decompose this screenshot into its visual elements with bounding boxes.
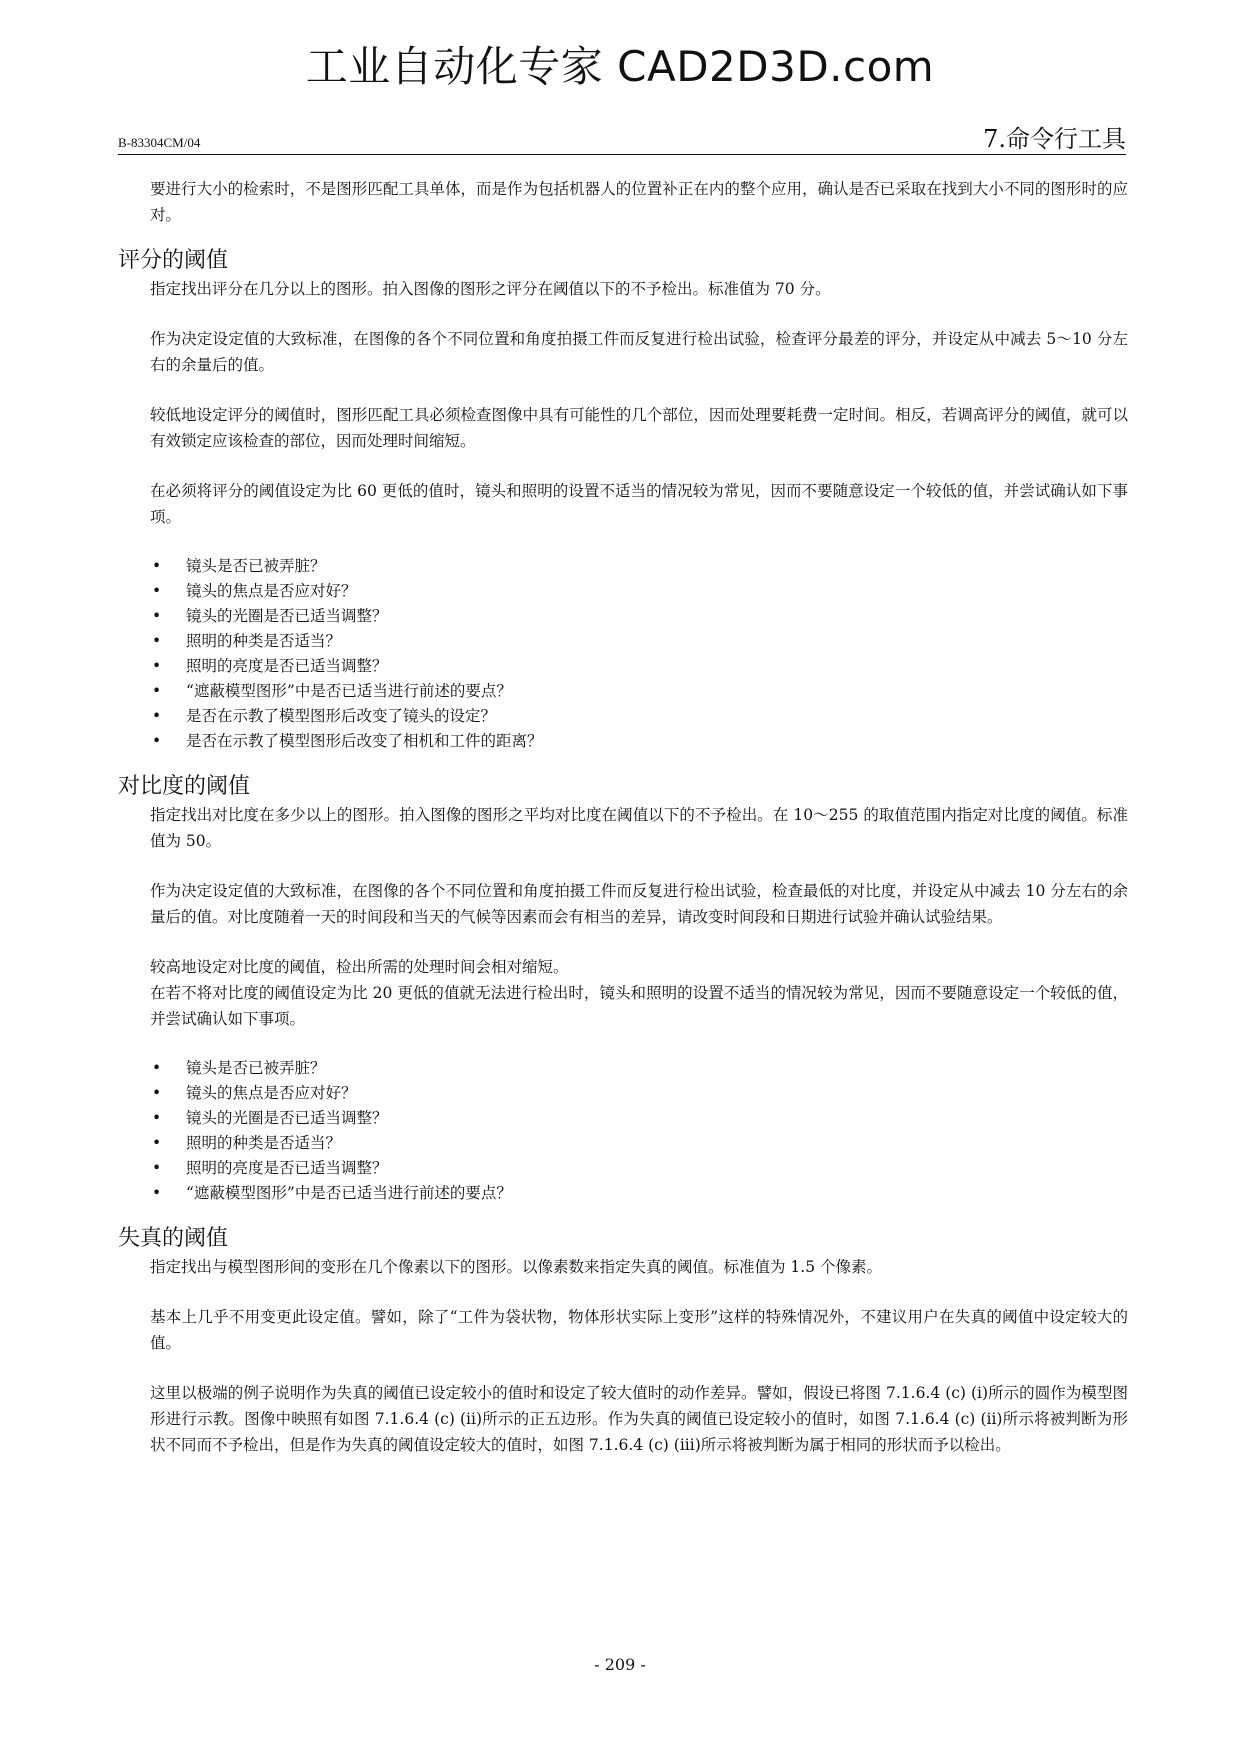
list-item (150, 604, 1128, 629)
list-item (150, 579, 1128, 604)
list-item-text: 镜头的光圈是否已适当调整？ (186, 607, 388, 625)
bullet-icon: • (152, 732, 162, 750)
list-item (150, 654, 1128, 679)
distortion-paragraph-1: 指定找出与模型图形间的变形在几个像素以下的图形。以像素数来指定失真的阈值。标准值为 1.5 个像素。 (150, 1258, 883, 1276)
list-item-text: 照明的亮度是否已适当调整？ (186, 1159, 388, 1177)
bullet-icon: • (152, 707, 162, 725)
section-title-distortion: 失真的阈值 (118, 1226, 229, 1251)
bullet-icon: • (152, 1184, 162, 1202)
distortion-paragraph-3: 这里以极端的例子说明作为失真的阈值已设定较小的值时和设定了较大值时的动作差异。譬如，假设已将图 7.1.6.4 (c) (i)所示的圆作为模型图形进行示教。图像中映照有如图 7.1.6.4 (c) (ii)所示的正五边形。作为失真的阈值已设定较小的值时，如图 7.1.6.4 (c) (ii)所示将被判断为形状不同而不予检出，但是作为失真的阈值设定较大的值时，如图 7.1.6.4 (c) (iii)所示将被判断为属于相同的形状而予以检出。 (150, 1384, 1128, 1454)
list-item-text: 照明的亮度是否已适当调整？ (186, 657, 388, 675)
bullet-icon: • (152, 607, 162, 625)
list-item-text: 照明的种类是否适当？ (186, 632, 342, 650)
list-item-text: 照明的种类是否适当？ (186, 1134, 342, 1152)
list-item (150, 1131, 1128, 1156)
page-number: - 209 - (594, 1655, 646, 1674)
contrast-paragraph-2: 作为决定设定值的大致标准，在图像的各个不同位置和角度拍摄工件而反复进行检出试验，检查最低的对比度，并设定从中减去 10 分左右的余量后的值。对比度随着一天的时间段和当天的气候等因素而会有相当的差异，请改变时间段和日期进行试验并确认试验结果。 (150, 882, 1128, 926)
list-item (150, 1156, 1128, 1181)
list-item (150, 1056, 1128, 1081)
bullet-icon: • (152, 657, 162, 675)
bullet-icon: • (152, 632, 162, 650)
distortion-paragraph-2: 基本上几乎不用变更此设定值。譬如，除了“工件为袋状物，物体形状实际上变形”这样的特殊情况外，不建议用户在失真的阈值中设定较大的值。 (150, 1308, 1128, 1352)
bullet-icon: • (152, 1109, 162, 1127)
list-item-text: 镜头的光圈是否已适当调整？ (186, 1109, 388, 1127)
document-code: B-83304CM/04 (118, 135, 201, 150)
bullet-icon: • (152, 1084, 162, 1102)
list-item-text: “遮蔽模型图形”中是否已适当进行前述的要点？ (186, 1184, 512, 1202)
bullet-icon: • (152, 1159, 162, 1177)
list-item-text: 镜头的焦点是否应对好？ (186, 582, 357, 600)
score-paragraph-3: 较低地设定评分的阈值时，图形匹配工具必须检查图像中具有可能性的几个部位，因而处理要耗费一定时间。相反，若调高评分的阈值，就可以有效锁定应该检查的部位，因而处理时间缩短。 (150, 406, 1128, 450)
list-item-text: 镜头是否已被弄脏？ (186, 1059, 326, 1077)
list-item (150, 1181, 1128, 1206)
score-paragraph-1: 指定找出评分在几分以上的图形。拍入图像的图形之评分在阈值以下的不予检出。标准值为 70 分。 (150, 280, 831, 298)
list-item-text: “遮蔽模型图形”中是否已适当进行前述的要点？ (186, 682, 512, 700)
score-paragraph-2: 作为决定设定值的大致标准，在图像的各个不同位置和角度拍摄工件而反复进行检出试验，检查评分最差的评分，并设定从中减去 5～10 分左右的余量后的值。 (150, 330, 1128, 374)
section-title-score: 评分的阈值 (118, 248, 229, 273)
bullet-icon: • (152, 682, 162, 700)
list-item (150, 704, 1128, 729)
watermark-title: 工业自动化专家 CAD2D3D.com (305, 42, 935, 91)
list-item-text: 是否在示教了模型图形后改变了镜头的设定？ (186, 707, 497, 725)
bullet-icon: • (152, 582, 162, 600)
section-title-contrast: 对比度的阈值 (118, 774, 251, 799)
bullet-icon: • (152, 1134, 162, 1152)
bullet-icon: • (152, 557, 162, 575)
list-item-text: 是否在示教了模型图形后改变了相机和工件的距离？ (186, 732, 543, 750)
list-item (150, 629, 1128, 654)
contrast-paragraph-1: 指定找出对比度在多少以上的图形。拍入图像的图形之平均对比度在阈值以下的不予检出。在 10～255 的取值范围内指定对比度的阈值。标准值为 50。 (150, 806, 1128, 850)
page-content (118, 176, 1128, 1458)
score-checklist (150, 554, 1128, 754)
list-item (150, 1081, 1128, 1106)
page-header (118, 124, 1126, 155)
contrast-checklist (150, 1056, 1128, 1206)
contrast-paragraph-3a: 较高地设定对比度的阈值，检出所需的处理时间会相对缩短。 (150, 958, 569, 976)
list-item-text: 镜头是否已被弄脏？ (186, 557, 326, 575)
score-paragraph-4: 在必须将评分的阈值设定为比 60 更低的值时，镜头和照明的设置不适当的情况较为常见，因而不要随意设定一个较低的值，并尝试确认如下事项。 (150, 482, 1128, 526)
chapter-title: 7.命令行工具 (983, 125, 1126, 153)
list-item (150, 679, 1128, 704)
list-item-text: 镜头的焦点是否应对好？ (186, 1084, 357, 1102)
list-item (150, 1106, 1128, 1131)
bullet-icon: • (152, 1059, 162, 1077)
list-item (150, 729, 1128, 754)
list-item (150, 554, 1128, 579)
contrast-paragraph-3b: 在若不将对比度的阈值设定为比 20 更低的值就无法进行检出时，镜头和照明的设置不适当的情况较为常见，因而不要随意设定一个较低的值，并尝试确认如下事项。 (150, 984, 1128, 1028)
intro-paragraph: 要进行大小的检索时，不是图形匹配工具单体，而是作为包括机器人的位置补正在内的整个应用，确认是否已采取在找到大小不同的图形时的应对。 (150, 180, 1128, 224)
